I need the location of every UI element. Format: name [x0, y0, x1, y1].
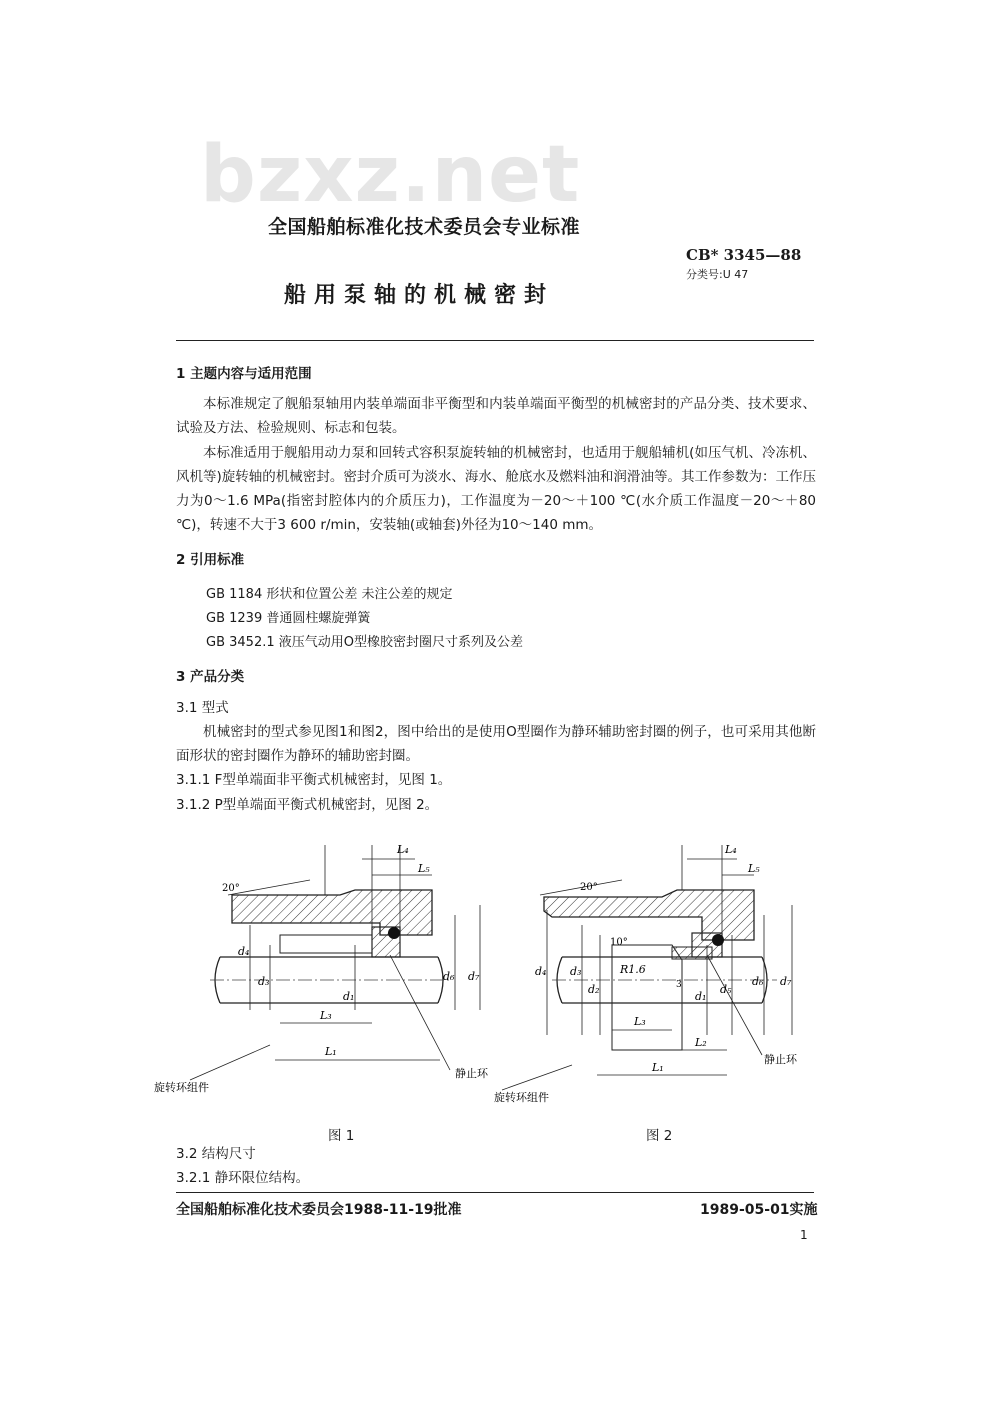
section-3-1-text: 机械密封的型式参见图1和图2，图中给出的是使用O型圈作为静环辅助密封圈的例子，也可采用其他断面形状的密封圈作为静环的辅助密封圈。 — [176, 724, 816, 765]
label-d2: d₂ — [588, 983, 600, 996]
classification-number: 分类号:U 47 — [686, 268, 749, 281]
reference-gb1239: GB 1239 普通圆柱螺旋弹簧 — [206, 611, 371, 626]
document-title: 船用泵轴的机械密封 — [284, 283, 555, 308]
section-3-1-2: 3.1.2 P型单端面平衡式机械密封，见图 2。 — [176, 797, 439, 813]
label-angle: 20° — [580, 882, 598, 893]
page-number: 1 — [800, 1228, 808, 1242]
label-L2: L₂ — [695, 1036, 707, 1049]
housing-section — [232, 890, 432, 935]
label-d3: d₃ — [570, 965, 582, 978]
label-d4: d₄ — [238, 945, 250, 958]
label-L3: L₃ — [634, 1015, 646, 1028]
label-L1: L₁ — [652, 1061, 664, 1074]
label-rotating-ring: 旋转环组件 — [494, 1091, 549, 1104]
document-number: CB* 3345—88 — [686, 246, 802, 264]
label-angle-2: 10° — [610, 937, 628, 948]
rotating-leader — [502, 1065, 572, 1090]
header-rule — [176, 340, 814, 341]
label-L5: L₅ — [418, 862, 430, 875]
stationary-leader — [390, 955, 450, 1070]
label-angle: 20° — [222, 883, 240, 894]
label-d6: d₆ — [443, 970, 455, 983]
label-d3: d₃ — [258, 975, 270, 988]
label-d7: d₇ — [780, 975, 792, 988]
reference-gb3452: GB 3452.1 液压气动用O型橡胶密封圈尺寸系列及公差 — [206, 635, 523, 650]
label-dim-3: 3 — [676, 980, 682, 990]
label-d1: d₁ — [695, 990, 707, 1003]
section-3-1-heading: 3.1 型式 — [176, 700, 229, 716]
figure-1-drawing — [150, 835, 505, 1115]
label-stationary-ring: 静止环 — [455, 1067, 488, 1080]
label-L5: L₅ — [748, 862, 760, 875]
label-L1: L₁ — [325, 1045, 337, 1058]
section-3-1-1: 3.1.1 F型单端面非平衡式机械密封，见图 1。 — [176, 772, 452, 788]
label-d7: d₇ — [468, 970, 480, 983]
section-3-2-heading: 3.2 结构尺寸 — [176, 1146, 256, 1162]
section-3-2-1: 3.2.1 静环限位结构。 — [176, 1170, 310, 1186]
section-1-para-1: 本标准规定了舰船泵轴用内装单端面非平衡型和内装单端面平衡型的机械密封的产品分类、技术要求、试验及方法、检验规则、标志和包装。 — [176, 396, 816, 437]
label-L4: L₄ — [725, 843, 737, 856]
o-ring-mark — [388, 927, 400, 939]
label-d1: d₁ — [343, 990, 355, 1003]
section-1-body — [176, 392, 816, 538]
footer-rule — [176, 1192, 814, 1193]
figure-2-caption: 图 2 — [646, 1128, 673, 1144]
stationary-leader — [707, 955, 762, 1055]
figure-2-drawing — [492, 835, 812, 1115]
section-1-para-2: 本标准适用于舰船用动力泵和回转式容积泵旋转轴的机械密封，也适用于舰船辅机(如压气机、冷冻机、风机等)旋转轴的机械密封。密封介质可为淡水、海水、舱底水及燃料油和润滑油等。其工作参数为：工作压力为0～1.6 MPa(指密封腔体内的介质压力)，工作温度为－20～＋100 ℃(水介质工作温度－20～＋80 ℃)，转速不大于3 600 r/min，安装轴(或轴套)外径为10～140 mm。 — [176, 444, 816, 534]
watermark: bzxz.net — [200, 130, 581, 220]
section-1-heading: 1 主题内容与适用范围 — [176, 366, 312, 382]
section-2-heading: 2 引用标准 — [176, 552, 245, 568]
o-ring-mark — [712, 934, 724, 946]
label-radius: R1.6 — [620, 963, 646, 976]
label-d4: d₄ — [535, 965, 547, 978]
angle-leader — [228, 880, 310, 895]
figure-1-caption: 图 1 — [328, 1128, 355, 1144]
approval-date: 全国船舶标准化技术委员会1988-11-19批准 — [176, 1202, 462, 1218]
shaft-sleeve-outline — [612, 945, 682, 1050]
reference-gb1184: GB 1184 形状和位置公差 未注公差的规定 — [206, 587, 453, 602]
effective-date: 1989-05-01实施 — [700, 1202, 818, 1218]
section-3-1-body — [176, 720, 816, 769]
rotating-assembly-outline — [280, 935, 372, 953]
label-L4: L₄ — [397, 843, 409, 856]
label-d6: d₆ — [752, 975, 764, 988]
label-d5: d₅ — [720, 983, 732, 996]
section-3-heading: 3 产品分类 — [176, 669, 245, 685]
label-stationary-ring: 静止环 — [764, 1053, 797, 1066]
label-rotating-ring: 旋转环组件 — [154, 1081, 209, 1094]
committee-title: 全国船舶标准化技术委员会专业标准 — [268, 216, 581, 238]
label-L3: L₃ — [320, 1009, 332, 1022]
rotating-leader — [190, 1045, 270, 1080]
